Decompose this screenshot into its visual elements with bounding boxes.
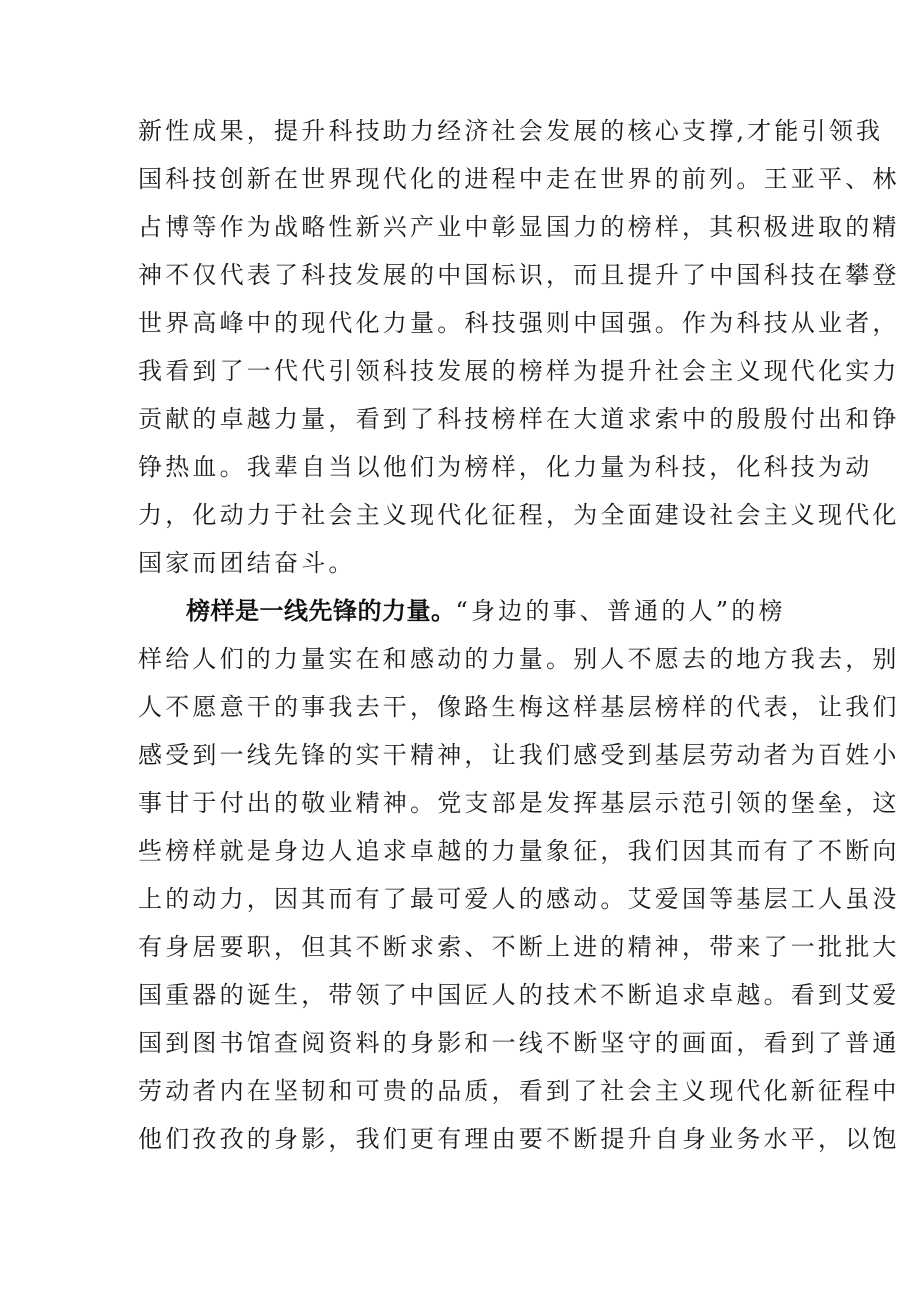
body-text-line: 他们孜孜的身影，我们更有理由要不断提升自身业务水平，以饱: [138, 1125, 900, 1153]
body-text-line: 神不仅代表了科技发展的中国标识，而且提升了中国科技在攀登: [138, 261, 900, 289]
body-text-line: 感受到一线先锋的实干精神，让我们感受到基层劳动者为百姓小: [138, 741, 900, 769]
body-text-line: 事甘于付出的敬业精神。党支部是发挥基层示范引领的堡垒，这: [138, 789, 900, 817]
body-text-line: 我看到了一代代引领科技发展的榜样为提升社会主义现代化实力: [138, 357, 900, 385]
body-text-line: 些榜样就是身边人追求卓越的力量象征，我们因其而有了不断向: [138, 837, 900, 865]
body-text-line: 世界高峰中的现代化力量。科技强则中国强。作为科技从业者，: [138, 309, 900, 337]
body-text-line: 贡献的卓越力量，看到了科技榜样在大道求索中的殷殷付出和铮: [138, 405, 900, 433]
body-text-span: “身边的事、普通的人”的榜: [455, 597, 786, 625]
body-text-line: 有身居要职，但其不断求索、不断上进的精神，带来了一批批大: [138, 933, 900, 961]
body-text-line: 劳动者内在坚韧和可贵的品质，看到了社会主义现代化新征程中: [138, 1077, 900, 1105]
body-text-line: 人不愿意干的事我去干，像路生梅这样基层榜样的代表，让我们: [138, 693, 900, 721]
body-text-line: 国科技创新在世界现代化的进程中走在世界的前列。王亚平、林: [138, 165, 900, 193]
body-text-line: 上的动力，因其而有了最可爱人的感动。艾爱国等基层工人虽没: [138, 885, 900, 913]
body-text-line: 样给人们的力量实在和感动的力量。别人不愿去的地方我去，别: [138, 645, 900, 673]
body-text-line: 国家而团结奋斗。: [138, 549, 356, 577]
paragraph-first-line: [186, 595, 786, 627]
body-text-line: 国重器的诞生，带领了中国匠人的技术不断追求卓越。看到艾爱: [138, 981, 900, 1009]
body-text-line: 铮热血。我辈自当以他们为榜样，化力量为科技，化科技为动: [138, 453, 873, 481]
paragraph-heading: 榜样是一线先锋的力量。: [186, 597, 456, 625]
body-text-line: 国到图书馆查阅资料的身影和一线不断坚守的画面，看到了普通: [138, 1029, 900, 1057]
body-text-line: 力，化动力于社会主义现代化征程，为全面建设社会主义现代化: [138, 501, 900, 529]
body-text-line: 占博等作为战略性新兴产业中彰显国力的榜样，其积极进取的精: [138, 213, 900, 241]
body-text-line: 新性成果，提升科技助力经济社会发展的核心支撑,才能引领我: [138, 117, 884, 145]
